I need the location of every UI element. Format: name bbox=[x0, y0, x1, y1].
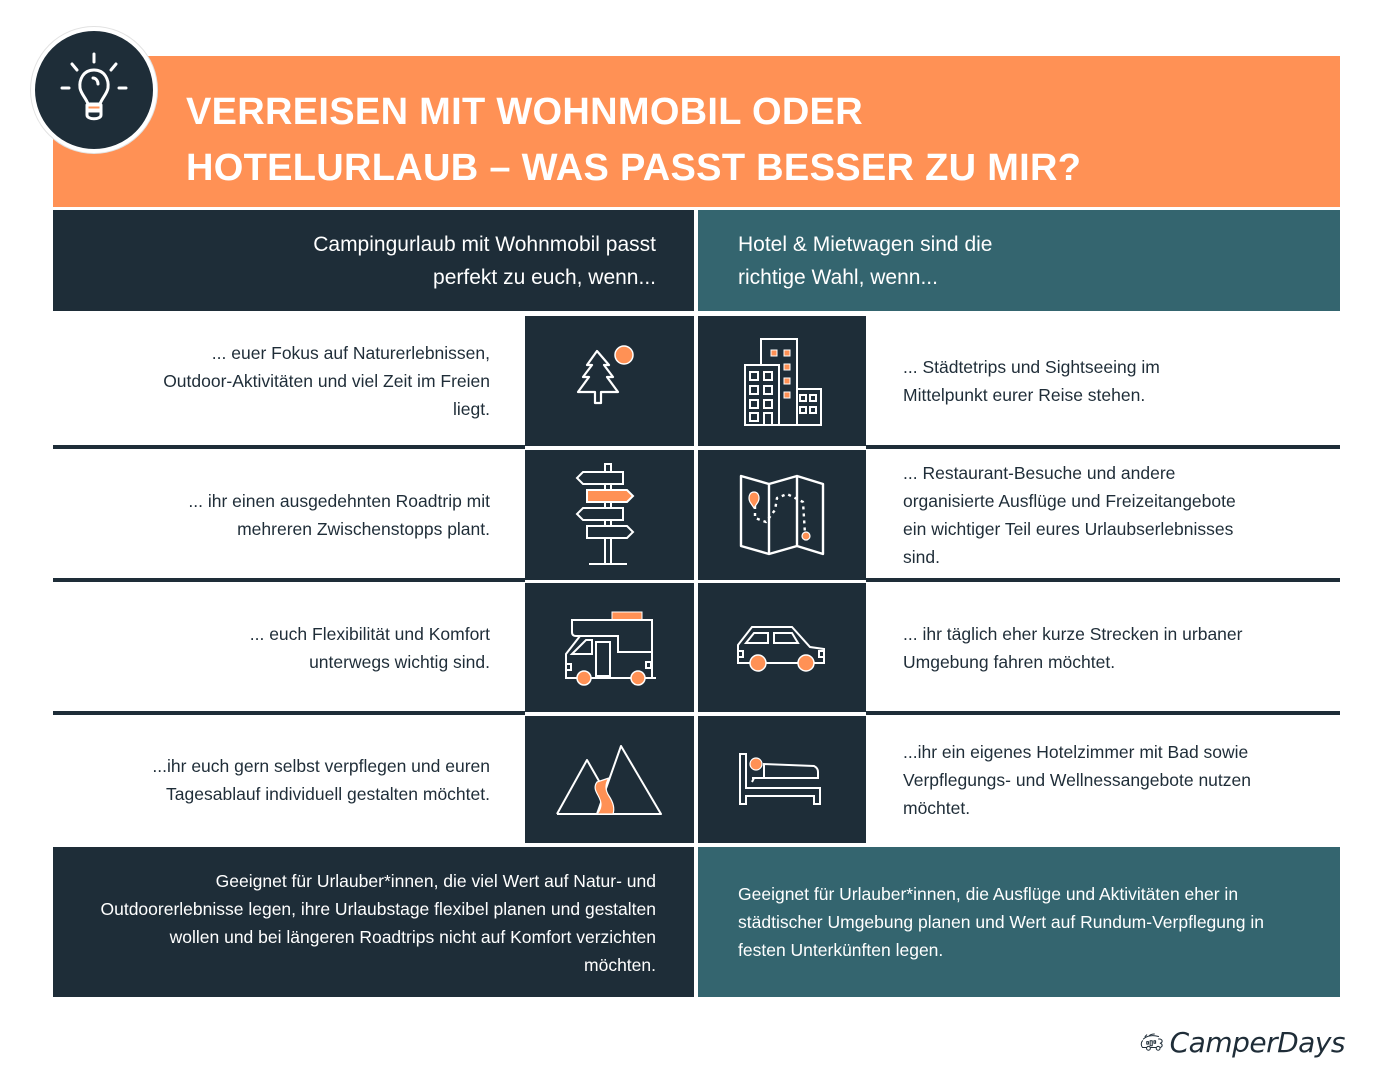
row-divider bbox=[53, 711, 525, 715]
hotel-bed-icon bbox=[738, 752, 826, 808]
lightbulb-badge bbox=[31, 27, 157, 153]
hotel-column-heading bbox=[698, 210, 1340, 311]
camping-summary bbox=[53, 847, 694, 997]
camping-icon-cell-1 bbox=[525, 316, 694, 446]
hotel-reason-4 bbox=[903, 716, 1323, 843]
camping-heading-line-1: Campingurlaub mit Wohnmobil passt bbox=[313, 233, 656, 256]
row-divider bbox=[53, 445, 525, 449]
camping-heading-line-2: perfekt zu euch, wenn... bbox=[433, 266, 656, 289]
camping-reason-text: ... euch Flexibilität und Komfort unterwegs wichtig sind. bbox=[249, 623, 490, 672]
car-icon bbox=[736, 623, 828, 673]
hotel-reason-text: ... Restaurant-Besuche und andere organisierte Ausflüge und Freizeitangebote ein wichtiger Teil eures Urlaubserlebnisses sind. bbox=[903, 463, 1236, 567]
title-line-2: HOTELURLAUB – WAS PASST BESSER ZU MIR? bbox=[186, 147, 1082, 189]
camping-reason-1 bbox=[53, 316, 490, 446]
mountains-road-icon bbox=[555, 742, 665, 818]
camping-reason-2 bbox=[53, 450, 490, 580]
camping-reason-3 bbox=[53, 583, 490, 712]
row-divider bbox=[53, 578, 525, 582]
hotel-icon-cell-4 bbox=[698, 716, 866, 843]
page-title bbox=[186, 84, 1286, 196]
row-divider bbox=[866, 445, 1340, 449]
camping-reason-text: ... ihr einen ausgedehnten Roadtrip mit mehreren Zwischenstopps plant. bbox=[188, 491, 490, 539]
hotel-reason-text: ...ihr ein eigenes Hotelzimmer mit Bad sowie Verpflegungs- und Wellnessangebote nutzen möchtet. bbox=[903, 741, 1251, 818]
camper-van-icon bbox=[562, 610, 658, 686]
row-divider bbox=[866, 578, 1340, 582]
hotel-heading-line-1: Hotel & Mietwagen sind die bbox=[738, 233, 993, 256]
signpost-icon bbox=[575, 462, 645, 568]
hotel-reason-2 bbox=[903, 450, 1323, 580]
row-divider bbox=[866, 711, 1340, 715]
camping-icon-cell-3 bbox=[525, 583, 694, 712]
pine-tree-sun-icon bbox=[570, 341, 650, 421]
hotel-reason-1 bbox=[903, 316, 1323, 446]
hotel-heading-line-2: richtige Wahl, wenn... bbox=[738, 266, 938, 289]
camper-logo-icon bbox=[1140, 1021, 1164, 1063]
hotel-summary-text: Geeignet für Urlauber*innen, die Ausflüge und Aktivitäten eher in städtischer Umgebung planen und Wert auf Rundum-Verpflegung in festen Unterkünften legen. bbox=[738, 884, 1264, 960]
hotel-reason-text: ... Städtetrips und Sightseeing im Mittelpunkt eurer Reise stehen. bbox=[903, 357, 1160, 405]
camping-icon-cell-2 bbox=[525, 450, 694, 580]
hotel-reason-3 bbox=[903, 583, 1323, 712]
hotel-icon-cell-2 bbox=[698, 450, 866, 580]
hotel-reason-text: ... ihr täglich eher kurze Strecken in urbaner Umgebung fahren möchtet. bbox=[903, 623, 1243, 672]
camping-summary-text: Geeignet für Urlauber*innen, die viel Wert auf Natur- und Outdoorerlebnisse legen, ihre Urlaubstage flexibel planen und gestalten wollen und bei längeren Roadtrips nicht auf Komfort verzichten möchten. bbox=[100, 871, 656, 975]
city-buildings-icon bbox=[739, 333, 825, 429]
camping-reason-text: ...ihr euch gern selbst verpflegen und euren Tagesablauf individuell gestalten möchtet. bbox=[152, 755, 490, 804]
hotel-summary bbox=[698, 847, 1340, 997]
camping-column-heading bbox=[53, 210, 694, 311]
camping-icon-cell-4 bbox=[525, 716, 694, 843]
title-line-1: VERREISEN MIT WOHNMOBIL ODER bbox=[186, 91, 863, 133]
camping-reason-4 bbox=[53, 716, 490, 843]
camping-reason-text: ... euer Fokus auf Naturerlebnissen, Outdoor-Aktivitäten und viel Zeit im Freien liegt. bbox=[163, 343, 490, 419]
logo-text: CamperDays bbox=[1169, 1025, 1345, 1059]
hotel-icon-cell-3 bbox=[698, 583, 866, 712]
lightbulb-icon bbox=[52, 48, 136, 132]
folded-map-icon bbox=[737, 472, 827, 558]
camperdays-logo bbox=[1140, 1020, 1345, 1064]
hotel-icon-cell-1 bbox=[698, 316, 866, 446]
